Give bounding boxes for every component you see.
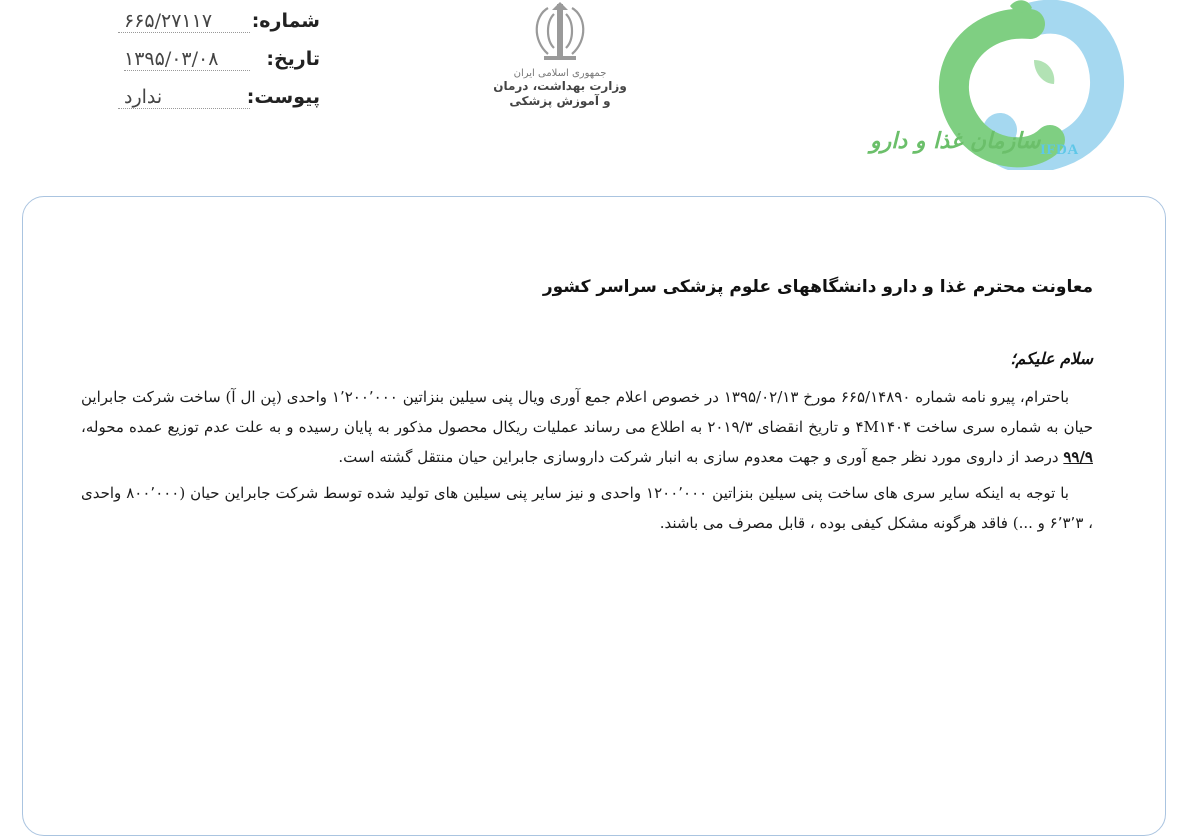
letter-number-value: ۶۶۵/۲۷۱۱۷ [118,10,250,33]
letter-recipient: معاونت محترم غذا و دارو دانشگاههای علوم پزشکی سراسر کشور [542,277,1093,297]
iran-emblem-icon [526,0,594,64]
ifda-logo [860,0,1130,170]
letter-attachment-row [80,86,320,124]
letter-number-label: شماره: [251,10,320,32]
letter-paragraph-2: با توجه به اینکه سایر سری های ساخت پنی سیلین بنزاتین ۱۲۰۰٬۰۰۰ واحدی و نیز سایر پنی سیلین های تولید شده توسط شرکت جابراین حیان (۸۰۰٬۰۰۰ واحدی ، ۶٬۳٬۳ و ...) فاقد هرگونه مشکل کیفی بوده ، قابل مصرف می باشند. [81,484,1093,532]
letter-attachment-label: پیوست: [246,86,320,108]
ministry-name-line1: وزارت بهداشت، درمان [493,79,627,93]
ministry-emblem-block [470,0,650,109]
republic-caption: جمهوری اسلامی ایران [513,68,607,79]
letter-body-frame [22,196,1166,836]
ministry-name-line2: و آموزش پزشکی [509,94,611,108]
ifda-logo-text-en: IFDA [1040,142,1079,158]
letter-date-label: تاریخ: [266,48,320,70]
paragraph-1-part-2: درصد از داروی مورد نظر جمع آوری و جهت معدوم سازی به انبار شرکت داروسازی جابراین حیان منتقل گشته است. [338,448,1064,466]
letter-date-value: ۱۳۹۵/۰۳/۰۸ [124,48,250,71]
letter-date-row [80,48,320,86]
paragraph-1-part-1: باحترام، پیرو نامه شماره ۶۶۵/۱۴۸۹۰ مورخ ۱۳۹۵/۰۲/۱۳ در خصوص اعلام جمع آوری ویال پنی سیلین بنزاتین ۱٬۲۰۰٬۰۰۰ واحدی (پن ال آ) ساخت شرکت جابراین حیان به شماره سری ساخت ۴M۱۴۰۴ و تاریخ انقضای ۲۰۱۹/۳ به اطلاع می رساند عملیات ریکال محصول مذکور به پایان رسیده و به علت عدم توزیع عمده محوله، [81,388,1093,436]
letter-number-row [80,10,320,48]
letter-metadata [80,10,320,124]
recall-percentage: ۹۹/۹ [1063,448,1093,466]
ifda-logo-text-fa: سازمان غذا و دارو [870,128,1041,154]
letter-attachment-value: ندارد [118,86,250,109]
letter-greeting: سلام علیکم؛ [1010,349,1093,368]
letter-content [81,277,1093,544]
letter-paragraph-1 [81,382,1093,472]
